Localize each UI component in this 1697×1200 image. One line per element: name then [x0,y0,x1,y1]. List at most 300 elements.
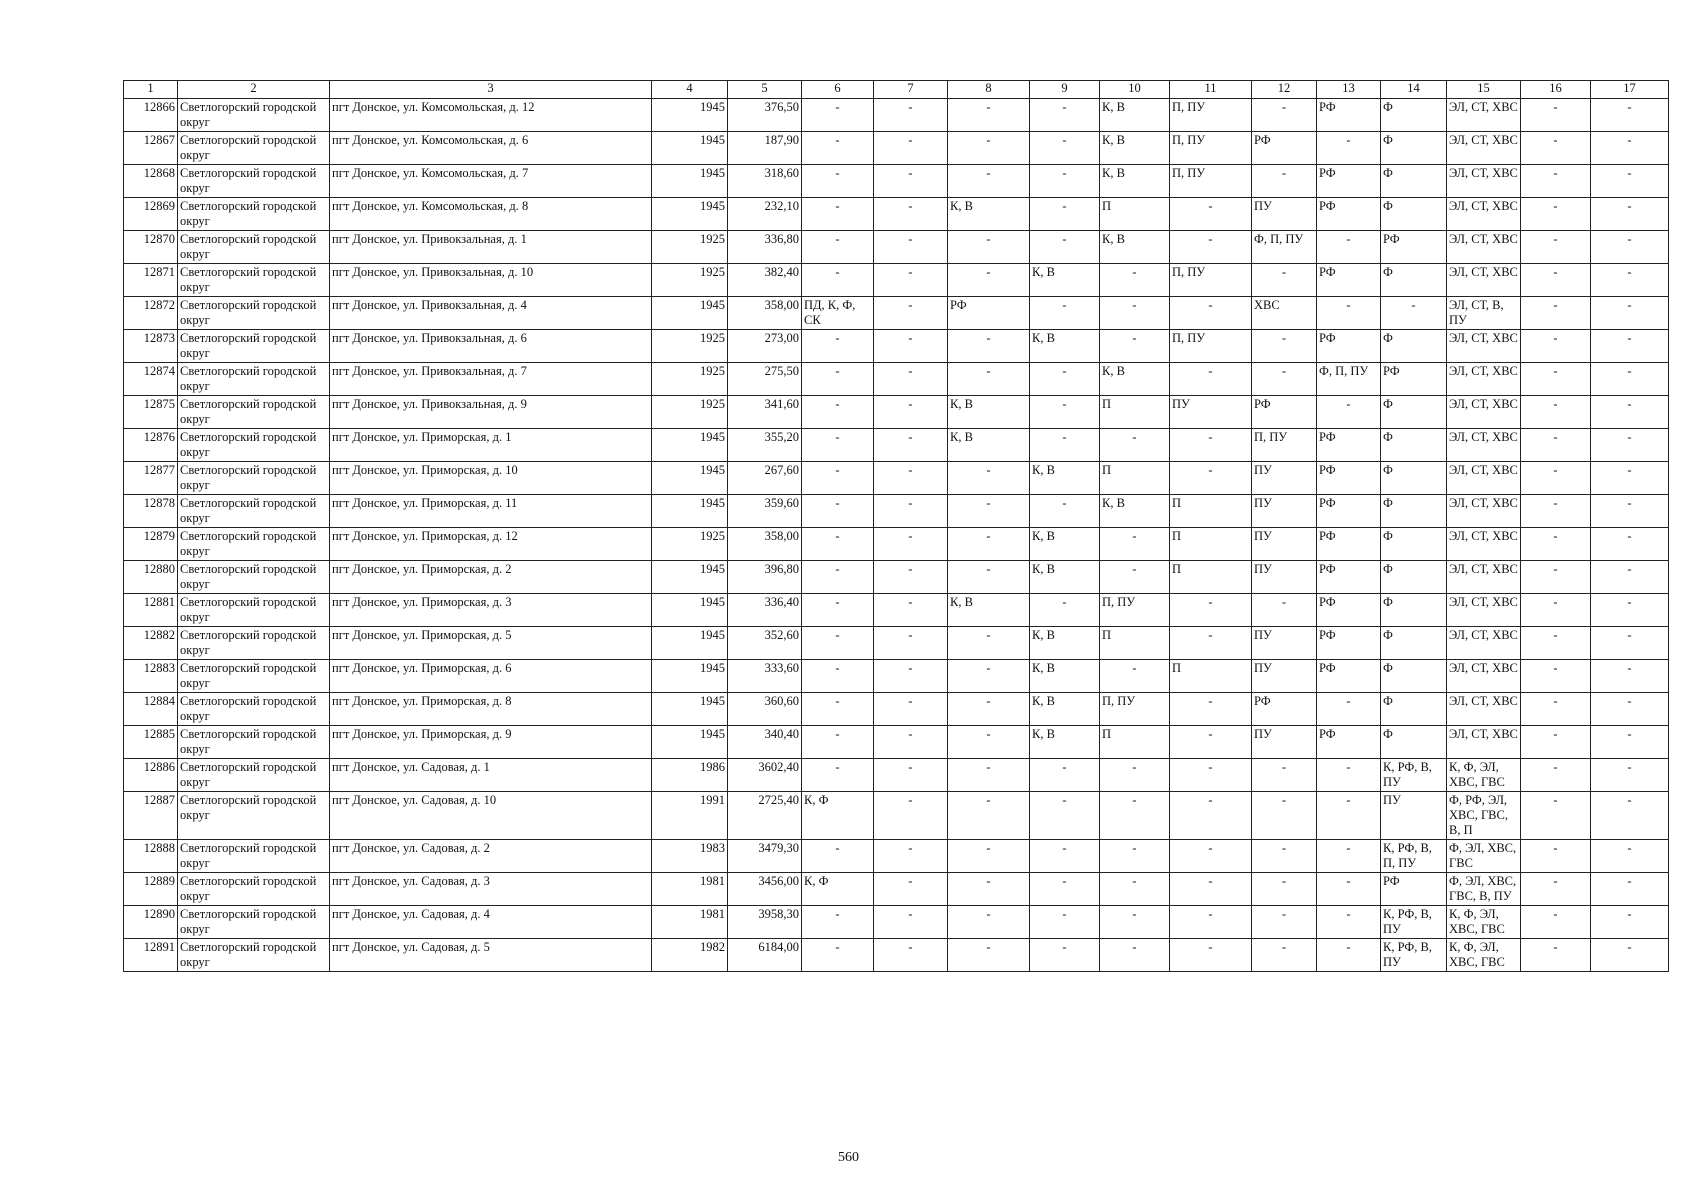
cell-col-15: К, Ф, ЭЛ, ХВС, ГВС [1447,759,1521,792]
cell-col-11: - [1170,297,1252,330]
cell-col-9: - [1030,363,1100,396]
cell-district: Светлогорский городской округ [178,99,330,132]
cell-year: 1945 [652,99,728,132]
cell-col-15: ЭЛ, СТ, ХВС [1447,363,1521,396]
cell-district: Светлогорский городской округ [178,264,330,297]
cell-address: пгт Донское, ул. Приморская, д. 5 [330,627,652,660]
cell-col-15: ЭЛ, СТ, ХВС [1447,561,1521,594]
cell-col-11: П, ПУ [1170,330,1252,363]
cell-col-16: - [1521,363,1591,396]
cell-district: Светлогорский городской округ [178,330,330,363]
cell-col-13: РФ [1317,528,1381,561]
cell-col-17: - [1591,939,1669,972]
cell-district: Светлогорский городской округ [178,363,330,396]
cell-col-6: К, Ф [802,873,874,906]
cell-col-12: - [1252,759,1317,792]
cell-area: 360,60 [728,693,802,726]
cell-area: 6184,00 [728,939,802,972]
cell-col-15: ЭЛ, СТ, ХВС [1447,528,1521,561]
cell-area: 333,60 [728,660,802,693]
cell-col-9: К, В [1030,462,1100,495]
cell-col-10: К, В [1100,165,1170,198]
cell-col-14: К, РФ, В, ПУ [1381,906,1447,939]
cell-address: пгт Донское, ул. Приморская, д. 8 [330,693,652,726]
cell-col-13: - [1317,297,1381,330]
cell-col-11: - [1170,594,1252,627]
cell-col-14: Ф [1381,396,1447,429]
table-row [124,594,1669,627]
cell-address: пгт Донское, ул. Садовая, д. 2 [330,840,652,873]
cell-col-6: - [802,165,874,198]
cell-col-6: - [802,363,874,396]
cell-district: Светлогорский городской округ [178,165,330,198]
cell-col-17: - [1591,198,1669,231]
cell-address: пгт Донское, ул. Приморская, д. 11 [330,495,652,528]
table-row [124,165,1669,198]
cell-district: Светлогорский городской округ [178,873,330,906]
cell-year: 1925 [652,396,728,429]
cell-col-10: - [1100,873,1170,906]
cell-col-16: - [1521,759,1591,792]
cell-col-14: Ф [1381,462,1447,495]
cell-col-8: - [948,132,1030,165]
cell-col-7: - [874,792,948,840]
cell-col-12: ПУ [1252,726,1317,759]
cell-col-11: П [1170,660,1252,693]
cell-row-number: 12889 [124,873,178,906]
cell-area: 382,40 [728,264,802,297]
cell-col-10: - [1100,561,1170,594]
cell-col-11: П, ПУ [1170,99,1252,132]
cell-row-number: 12876 [124,429,178,462]
cell-col-17: - [1591,264,1669,297]
cell-address: пгт Донское, ул. Садовая, д. 3 [330,873,652,906]
cell-district: Светлогорский городской округ [178,429,330,462]
cell-row-number: 12887 [124,792,178,840]
cell-col-16: - [1521,264,1591,297]
cell-col-10: К, В [1100,363,1170,396]
page-number: 560 [838,1150,859,1165]
cell-col-14: Ф [1381,165,1447,198]
cell-col-13: РФ [1317,561,1381,594]
cell-col-15: Ф, ЭЛ, ХВС, ГВС [1447,840,1521,873]
cell-col-7: - [874,693,948,726]
cell-col-6: - [802,759,874,792]
cell-area: 396,80 [728,561,802,594]
cell-col-15: ЭЛ, СТ, ХВС [1447,495,1521,528]
cell-col-13: РФ [1317,264,1381,297]
cell-col-16: - [1521,132,1591,165]
cell-district: Светлогорский городской округ [178,840,330,873]
cell-area: 358,00 [728,528,802,561]
cell-col-10: - [1100,528,1170,561]
cell-col-9: К, В [1030,528,1100,561]
cell-col-7: - [874,759,948,792]
cell-col-8: - [948,660,1030,693]
cell-area: 232,10 [728,198,802,231]
cell-col-13: РФ [1317,462,1381,495]
cell-area: 376,50 [728,99,802,132]
cell-address: пгт Донское, ул. Приморская, д. 1 [330,429,652,462]
cell-col-15: ЭЛ, СТ, ХВС [1447,429,1521,462]
cell-address: пгт Донское, ул. Приморская, д. 2 [330,561,652,594]
cell-col-10: К, В [1100,495,1170,528]
cell-col-17: - [1591,528,1669,561]
cell-area: 318,60 [728,165,802,198]
cell-address: пгт Донское, ул. Привокзальная, д. 10 [330,264,652,297]
cell-col-10: К, В [1100,99,1170,132]
cell-year: 1925 [652,528,728,561]
cell-col-14: РФ [1381,363,1447,396]
cell-col-17: - [1591,627,1669,660]
cell-col-12: ПУ [1252,660,1317,693]
cell-col-10: К, В [1100,132,1170,165]
cell-district: Светлогорский городской округ [178,759,330,792]
cell-district: Светлогорский городской округ [178,693,330,726]
cell-col-11: - [1170,906,1252,939]
cell-col-15: К, Ф, ЭЛ, ХВС, ГВС [1447,939,1521,972]
cell-area: 273,00 [728,330,802,363]
cell-year: 1983 [652,840,728,873]
cell-col-15: ЭЛ, СТ, ХВС [1447,693,1521,726]
cell-row-number: 12878 [124,495,178,528]
cell-col-7: - [874,462,948,495]
cell-year: 1945 [652,627,728,660]
cell-col-9: - [1030,132,1100,165]
cell-year: 1945 [652,132,728,165]
cell-row-number: 12891 [124,939,178,972]
table-row [124,873,1669,906]
cell-col-9: К, В [1030,330,1100,363]
cell-col-13: - [1317,693,1381,726]
column-header-7: 7 [874,81,948,99]
cell-col-15: ЭЛ, СТ, ХВС [1447,627,1521,660]
cell-col-11: - [1170,840,1252,873]
cell-col-8: - [948,363,1030,396]
cell-col-11: - [1170,693,1252,726]
cell-col-12: Ф, П, ПУ [1252,231,1317,264]
cell-col-12: ПУ [1252,198,1317,231]
cell-col-12: П, ПУ [1252,429,1317,462]
table-row [124,330,1669,363]
cell-col-6: - [802,462,874,495]
cell-col-12: РФ [1252,132,1317,165]
column-header-8: 8 [948,81,1030,99]
table-row [124,906,1669,939]
cell-year: 1945 [652,429,728,462]
cell-col-8: - [948,906,1030,939]
cell-area: 3602,40 [728,759,802,792]
cell-col-10: - [1100,939,1170,972]
cell-col-14: Ф [1381,660,1447,693]
cell-area: 341,60 [728,396,802,429]
cell-col-10: - [1100,792,1170,840]
cell-col-17: - [1591,132,1669,165]
cell-col-6: - [802,198,874,231]
cell-col-17: - [1591,693,1669,726]
cell-year: 1945 [652,594,728,627]
cell-col-13: - [1317,906,1381,939]
cell-col-15: ЭЛ, СТ, ХВС [1447,726,1521,759]
column-header-3: 3 [330,81,652,99]
cell-col-12: - [1252,906,1317,939]
cell-year: 1986 [652,759,728,792]
cell-col-16: - [1521,594,1591,627]
cell-col-17: - [1591,759,1669,792]
cell-col-6: - [802,231,874,264]
cell-year: 1945 [652,495,728,528]
cell-col-8: К, В [948,198,1030,231]
table-row [124,495,1669,528]
cell-area: 336,40 [728,594,802,627]
cell-row-number: 12868 [124,165,178,198]
cell-col-9: К, В [1030,561,1100,594]
cell-col-14: Ф [1381,627,1447,660]
table-row [124,693,1669,726]
cell-col-17: - [1591,165,1669,198]
cell-col-10: - [1100,906,1170,939]
cell-col-15: ЭЛ, СТ, ХВС [1447,132,1521,165]
table-row [124,627,1669,660]
cell-col-6: - [802,660,874,693]
cell-col-13: РФ [1317,627,1381,660]
cell-col-9: - [1030,594,1100,627]
cell-col-15: Ф, ЭЛ, ХВС, ГВС, В, ПУ [1447,873,1521,906]
table-row [124,726,1669,759]
cell-col-8: К, В [948,594,1030,627]
cell-col-9: - [1030,495,1100,528]
cell-area: 3479,30 [728,840,802,873]
cell-col-13: РФ [1317,429,1381,462]
cell-address: пгт Донское, ул. Привокзальная, д. 6 [330,330,652,363]
cell-col-17: - [1591,495,1669,528]
cell-address: пгт Донское, ул. Садовая, д. 4 [330,906,652,939]
cell-area: 3958,30 [728,906,802,939]
cell-district: Светлогорский городской округ [178,132,330,165]
cell-col-9: - [1030,759,1100,792]
cell-col-9: К, В [1030,264,1100,297]
cell-col-9: - [1030,939,1100,972]
cell-col-6: - [802,594,874,627]
cell-col-16: - [1521,330,1591,363]
cell-col-15: ЭЛ, СТ, ХВС [1447,330,1521,363]
cell-col-7: - [874,363,948,396]
cell-col-11: - [1170,363,1252,396]
cell-col-15: ЭЛ, СТ, ХВС [1447,165,1521,198]
cell-col-16: - [1521,873,1591,906]
column-header-17: 17 [1591,81,1669,99]
cell-col-17: - [1591,231,1669,264]
cell-col-14: Ф [1381,99,1447,132]
cell-address: пгт Донское, ул. Приморская, д. 3 [330,594,652,627]
cell-col-10: П [1100,396,1170,429]
cell-col-12: - [1252,594,1317,627]
cell-district: Светлогорский городской округ [178,660,330,693]
cell-year: 1945 [652,297,728,330]
cell-year: 1981 [652,873,728,906]
table-row [124,759,1669,792]
cell-area: 2725,40 [728,792,802,840]
cell-col-12: - [1252,792,1317,840]
cell-col-16: - [1521,165,1591,198]
cell-col-7: - [874,396,948,429]
cell-col-9: К, В [1030,726,1100,759]
cell-col-6: К, Ф [802,792,874,840]
cell-col-15: ЭЛ, СТ, ХВС [1447,231,1521,264]
cell-col-10: П [1100,198,1170,231]
cell-row-number: 12883 [124,660,178,693]
cell-col-10: - [1100,660,1170,693]
cell-col-17: - [1591,660,1669,693]
cell-district: Светлогорский городской округ [178,198,330,231]
column-header-11: 11 [1170,81,1252,99]
cell-col-17: - [1591,462,1669,495]
cell-row-number: 12885 [124,726,178,759]
cell-col-14: К, РФ, В, ПУ [1381,939,1447,972]
cell-col-17: - [1591,330,1669,363]
cell-col-6: - [802,396,874,429]
cell-col-10: П, ПУ [1100,594,1170,627]
cell-col-12: - [1252,330,1317,363]
cell-col-7: - [874,726,948,759]
cell-district: Светлогорский городской округ [178,726,330,759]
cell-col-14: Ф [1381,198,1447,231]
cell-address: пгт Донское, ул. Приморская, д. 10 [330,462,652,495]
cell-col-9: - [1030,99,1100,132]
cell-row-number: 12867 [124,132,178,165]
column-header-1: 1 [124,81,178,99]
cell-col-7: - [874,561,948,594]
cell-col-12: - [1252,165,1317,198]
cell-col-11: П, ПУ [1170,132,1252,165]
cell-col-10: - [1100,840,1170,873]
cell-col-6: - [802,132,874,165]
cell-year: 1925 [652,330,728,363]
cell-col-8: К, В [948,429,1030,462]
cell-col-6: - [802,840,874,873]
cell-col-11: - [1170,792,1252,840]
cell-col-9: - [1030,165,1100,198]
cell-col-12: - [1252,99,1317,132]
cell-year: 1925 [652,363,728,396]
cell-col-12: ПУ [1252,627,1317,660]
cell-col-9: К, В [1030,660,1100,693]
cell-year: 1945 [652,561,728,594]
cell-address: пгт Донское, ул. Привокзальная, д. 9 [330,396,652,429]
cell-year: 1925 [652,231,728,264]
cell-row-number: 12866 [124,99,178,132]
cell-col-7: - [874,165,948,198]
cell-area: 355,20 [728,429,802,462]
cell-col-14: РФ [1381,873,1447,906]
cell-col-15: ЭЛ, СТ, В, ПУ [1447,297,1521,330]
cell-col-17: - [1591,429,1669,462]
column-header-10: 10 [1100,81,1170,99]
cell-row-number: 12874 [124,363,178,396]
cell-col-14: Ф [1381,330,1447,363]
registry-table [123,80,1669,972]
cell-area: 275,50 [728,363,802,396]
column-header-9: 9 [1030,81,1100,99]
cell-row-number: 12879 [124,528,178,561]
cell-col-8: - [948,561,1030,594]
cell-col-12: ПУ [1252,561,1317,594]
table-row [124,132,1669,165]
cell-col-15: ЭЛ, СТ, ХВС [1447,264,1521,297]
cell-col-6: - [802,693,874,726]
column-header-15: 15 [1447,81,1521,99]
cell-col-7: - [874,297,948,330]
cell-col-8: - [948,840,1030,873]
cell-col-6: - [802,906,874,939]
cell-district: Светлогорский городской округ [178,528,330,561]
cell-year: 1982 [652,939,728,972]
cell-row-number: 12888 [124,840,178,873]
cell-col-14: Ф [1381,594,1447,627]
cell-col-17: - [1591,396,1669,429]
cell-col-13: РФ [1317,495,1381,528]
cell-col-16: - [1521,198,1591,231]
cell-col-16: - [1521,495,1591,528]
cell-area: 340,40 [728,726,802,759]
cell-col-15: ЭЛ, СТ, ХВС [1447,198,1521,231]
column-header-2: 2 [178,81,330,99]
table-row [124,660,1669,693]
cell-year: 1981 [652,906,728,939]
cell-col-11: - [1170,627,1252,660]
table-row [124,792,1669,840]
cell-col-9: - [1030,429,1100,462]
cell-col-11: - [1170,726,1252,759]
cell-col-13: - [1317,840,1381,873]
cell-address: пгт Донское, ул. Приморская, д. 12 [330,528,652,561]
column-header-13: 13 [1317,81,1381,99]
cell-address: пгт Донское, ул. Приморская, д. 9 [330,726,652,759]
cell-col-13: РФ [1317,99,1381,132]
cell-district: Светлогорский городской округ [178,939,330,972]
cell-col-7: - [874,528,948,561]
table-row [124,840,1669,873]
table-row [124,429,1669,462]
cell-col-9: - [1030,792,1100,840]
cell-district: Светлогорский городской округ [178,792,330,840]
cell-col-13: РФ [1317,330,1381,363]
cell-col-7: - [874,627,948,660]
cell-col-13: РФ [1317,594,1381,627]
cell-col-12: - [1252,840,1317,873]
cell-col-6: - [802,627,874,660]
cell-area: 336,80 [728,231,802,264]
cell-col-14: К, РФ, В, ПУ [1381,759,1447,792]
cell-col-16: - [1521,726,1591,759]
cell-col-14: Ф [1381,693,1447,726]
cell-year: 1945 [652,660,728,693]
cell-col-8: - [948,264,1030,297]
column-header-5: 5 [728,81,802,99]
table-row [124,363,1669,396]
cell-col-7: - [874,231,948,264]
cell-col-14: К, РФ, В, П, ПУ [1381,840,1447,873]
table-body [124,99,1669,972]
cell-col-11: П [1170,495,1252,528]
cell-col-13: - [1317,396,1381,429]
cell-row-number: 12872 [124,297,178,330]
cell-col-6: - [802,726,874,759]
cell-col-10: К, В [1100,231,1170,264]
column-header-12: 12 [1252,81,1317,99]
cell-row-number: 12875 [124,396,178,429]
cell-col-7: - [874,939,948,972]
